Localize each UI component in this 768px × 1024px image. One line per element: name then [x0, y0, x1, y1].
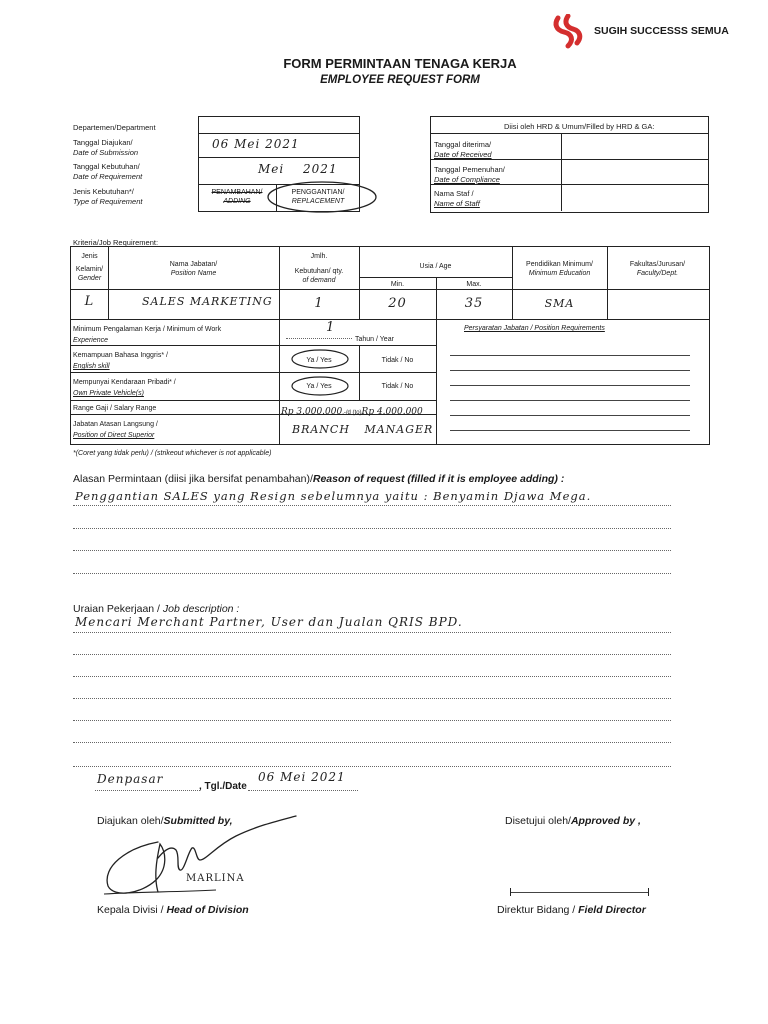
- date-value: 06 Mei 2021: [258, 770, 346, 784]
- hrd-header-text: Diisi oleh HRD & Umum/Filled by HRD & GA:: [504, 122, 655, 131]
- superior-value: BRANCH MANAGER: [292, 423, 434, 436]
- form-title: FORM PERMINTAAN TENAGA KERJA: [283, 56, 517, 71]
- label-submission-en: Date of Submission: [73, 148, 139, 157]
- details-row: [70, 345, 436, 346]
- header-qty-line2: Kebutuhan/ qty.: [294, 268, 344, 275]
- job-line: [73, 676, 671, 677]
- job-label-id: Uraian Pekerjaan /: [73, 603, 163, 615]
- salary-separator: ,-/d (to): [342, 410, 362, 416]
- reason-label-id: Alasan Permintaan (diisi jika bersifat penambahan)/: [73, 473, 313, 485]
- hrd-received-label: Tanggal diterima/: [434, 140, 492, 149]
- reason-line: [73, 550, 671, 551]
- hrd-staff-label: Nama Staf /: [434, 189, 474, 198]
- job-label-en: Job description :: [162, 603, 240, 615]
- reason-line: [73, 505, 671, 506]
- experience-dots: [286, 338, 352, 339]
- header-qty-line1: Jmlh.: [310, 253, 328, 260]
- cell-age-max: 35: [464, 296, 484, 311]
- header-qty: [279, 252, 359, 285]
- header-education: [512, 260, 607, 278]
- approved-by-label-en: Approved by ,: [570, 815, 641, 827]
- job-text: Mencari Merchant Partner, User dan Jualan QRIS BPD.: [75, 615, 463, 629]
- header-qty-line3: of demand: [302, 277, 336, 284]
- header-position-line2: Position Name: [170, 270, 217, 277]
- form-subtitle: EMPLOYEE REQUEST FORM: [320, 74, 480, 86]
- company-name: SUGIH SUCCESSS SEMUA: [594, 25, 729, 37]
- english-yes: Ya / Yes: [306, 357, 332, 364]
- cell-gender: L: [84, 294, 95, 309]
- details-col: [436, 318, 437, 445]
- header-faculty-line2: Faculty/Dept.: [636, 270, 679, 277]
- header-position-line1: Nama Jabatan/: [169, 261, 218, 268]
- hrd-received-label-en: Date of Received: [434, 150, 492, 159]
- signature-image: [96, 812, 306, 902]
- job-line: [73, 632, 671, 633]
- job-line: [73, 720, 671, 721]
- position-req-line: [450, 385, 690, 386]
- experience-value: 1: [326, 320, 336, 335]
- type-adding-label: PENAMBAHAN/: [211, 189, 263, 196]
- approved-by-label: [505, 815, 641, 827]
- header-education-line2: Minimum Education: [528, 270, 591, 277]
- reason-line: [73, 573, 671, 574]
- header-faculty-line1: Fakultas/Jurusan/: [629, 261, 686, 268]
- label-requirement: Tanggal Kebutuhan/: [73, 162, 140, 171]
- reason-label: [73, 473, 564, 485]
- header-education-line1: Pendidikan Minimum/: [526, 261, 593, 268]
- cell-age-min: 20: [388, 296, 407, 311]
- hrd-compliance-label-en: Date of Compliance: [434, 175, 500, 184]
- company-header: [552, 14, 752, 50]
- vehicle-no: Tidak / No: [381, 383, 414, 390]
- salary-from: Rp 3.000.000: [281, 407, 343, 417]
- experience-label-en: Experience: [73, 337, 109, 344]
- position-req-header: Persyaratan Jabatan / Position Requirements: [464, 325, 605, 332]
- job-line: [73, 766, 671, 767]
- header-gender: [71, 252, 108, 283]
- hrd-compliance-label: Tanggal Pemenuhan/: [434, 165, 505, 174]
- approved-by-label-id: Disetujui oleh/: [505, 815, 571, 827]
- company-logo-icon: [552, 14, 586, 50]
- director-line-tick: [510, 888, 511, 896]
- director-label-en: Field Director: [578, 904, 646, 916]
- vehicle-label: Mempunyai Kendaraan Pribadi* /: [73, 379, 176, 386]
- director-line-tick: [648, 888, 649, 896]
- position-req-line: [450, 370, 690, 371]
- job-line: [73, 698, 671, 699]
- table-header-divider: [70, 289, 709, 290]
- position-req-line: [450, 355, 690, 356]
- head-label-en: Head of Division: [166, 904, 249, 916]
- left-info-divider: [198, 157, 359, 158]
- place-dots: [95, 790, 200, 791]
- type-replacement-label: PENGGANTIAN/: [291, 189, 345, 196]
- english-label-en: English skill: [73, 363, 110, 370]
- english-no: Tidak / No: [381, 357, 414, 364]
- salary-to: Rp 4.000.000: [361, 407, 423, 417]
- header-age-max: Max.: [466, 281, 482, 288]
- label-department: Departemen/Department: [73, 123, 156, 132]
- job-line: [73, 742, 671, 743]
- hrd-header: [504, 122, 654, 131]
- experience-label: Minimum Pengalaman Kerja / Minimum of Work: [73, 326, 222, 333]
- table-col: [108, 246, 109, 319]
- type-replacement-label-en: REPLACEMENT: [291, 198, 345, 205]
- hrd-staff-label-en: Name of Staff: [434, 199, 480, 208]
- vehicle-yes-circle-mark: [286, 373, 358, 399]
- cell-qty: 1: [314, 296, 324, 311]
- vehicle-label-en: Own Private Vehicle(s): [73, 390, 144, 397]
- header-gender-line1: Jenis: [81, 253, 98, 260]
- position-req-line: [450, 415, 690, 416]
- date-dots: [248, 790, 358, 791]
- superior-label: Jabatan Atasan Langsung /: [73, 421, 158, 428]
- hrd-divider: [430, 133, 708, 134]
- job-line: [73, 654, 671, 655]
- header-age: Usia / Age: [419, 263, 452, 270]
- criteria-label: Kriteria/Job Requirement:: [73, 238, 159, 247]
- salary-range: [281, 401, 437, 419]
- years-label: Tahun / Year: [355, 336, 394, 343]
- signer-name: MARLINA: [186, 873, 245, 884]
- hrd-divider: [430, 184, 708, 185]
- place-value: Denpasar: [97, 772, 164, 786]
- type-adding-label-en: ADDING: [223, 198, 251, 205]
- submitted-by-label-id: Diajukan oleh/: [97, 815, 164, 827]
- director-signature-line: [510, 892, 648, 893]
- header-faculty: [607, 260, 708, 278]
- reason-label-en: Reason of request (filled if it is employee adding) :: [312, 473, 565, 485]
- superior-label-en: Position of Direct Superior: [73, 432, 155, 439]
- head-of-division-label: [97, 904, 249, 916]
- position-req-line: [450, 430, 690, 431]
- english-label: Kemampuan Bahasa Inggris* /: [73, 352, 168, 359]
- reason-text: Penggantian SALES yang Resign sebelumnya yaitu : Benyamin Djawa Mega.: [75, 489, 592, 503]
- field-director-label: [497, 904, 646, 916]
- cell-education: SMA: [544, 297, 575, 310]
- hrd-divider: [430, 159, 708, 160]
- vehicle-yes: Ya / Yes: [306, 383, 332, 390]
- job-label: [73, 603, 239, 615]
- date-of-submission-value: 06 Mei 2021: [212, 137, 300, 151]
- header-age-min: Min.: [390, 281, 405, 288]
- details-col: [279, 318, 280, 445]
- cell-position: SALES MARKETING: [142, 295, 273, 308]
- label-type: Jenis Kebutuhan*/: [73, 187, 134, 196]
- details-row: [70, 372, 436, 373]
- reason-line: [73, 528, 671, 529]
- header-position: [108, 260, 279, 278]
- footnote: *(Coret yang tidak perlu) / (strikeout whichever is not applicable): [73, 450, 272, 457]
- hrd-vertical: [561, 133, 562, 211]
- salary-label: Range Gaji / Salary Range: [73, 405, 157, 412]
- header-gender-line2: Kelamin/: [75, 266, 104, 273]
- english-yes-circle-mark: [286, 346, 358, 372]
- head-label-id: Kepala Divisi /: [97, 904, 167, 916]
- table-col: [607, 246, 608, 319]
- replacement-circle-mark: [262, 177, 382, 217]
- label-requirement-en: Date of Requirement: [73, 172, 143, 181]
- date-of-requirement-value: Mei 2021: [258, 162, 338, 176]
- date-label: , Tgl./Date: [199, 781, 247, 792]
- label-type-en: Type of Requirement: [73, 197, 143, 206]
- submitted-by-label-en: Submitted by,: [163, 815, 233, 827]
- header-gender-line3: Gender: [77, 275, 102, 282]
- left-info-divider: [198, 133, 359, 134]
- position-req-line: [450, 400, 690, 401]
- director-label-id: Direktur Bidang /: [497, 904, 579, 916]
- label-submission: Tanggal Diajukan/: [73, 138, 133, 147]
